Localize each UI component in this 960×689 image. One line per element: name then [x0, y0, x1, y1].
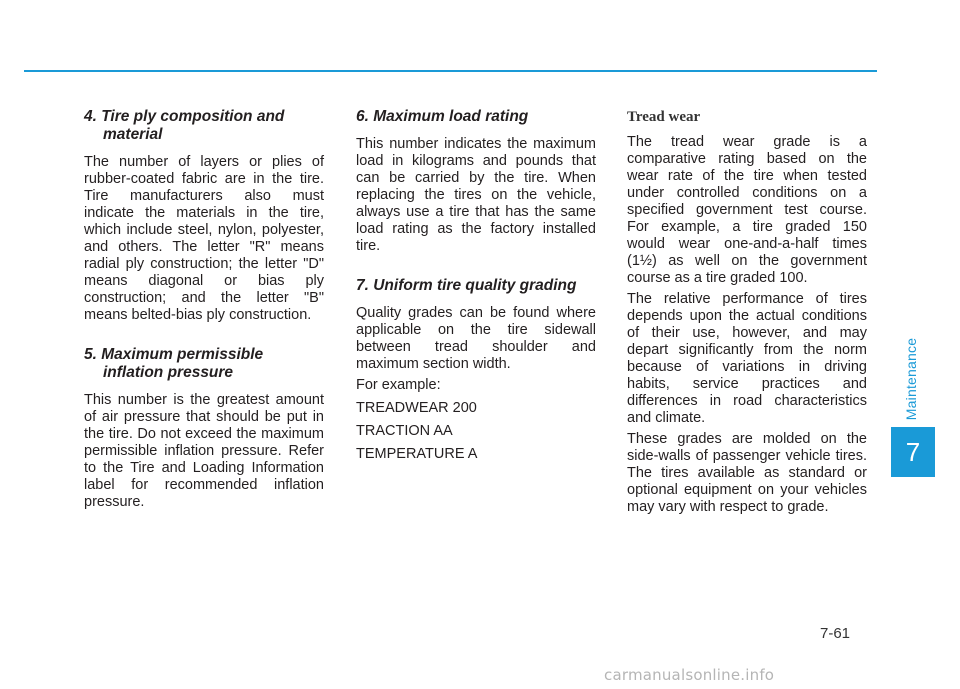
- paragraph-max-inflation: This number is the greatest amount of air pressure that should be put in the tire. Do not exceed the maximum permissible inflation pressure. Refer to the Tire and Loading Information label for recommended inflation pressure.: [84, 392, 324, 510]
- paragraph-tread-wear-2: The relative performance of tires depends upon the actual conditions of their use, however, and may depart significantly from the norm because of variations in driving habits, service practices and differences in road characteristics and climate.: [627, 291, 867, 426]
- for-example-label: For example:: [356, 377, 441, 393]
- watermark: carmanualsonline.info: [604, 666, 775, 684]
- heading-tread-wear: Tread wear: [627, 109, 701, 125]
- section-label-text: Maintenance: [903, 337, 919, 421]
- page-number: 7-61: [820, 625, 851, 642]
- column-1: [84, 108, 324, 515]
- paragraph-tire-ply: The number of layers or plies of rubber-coated fabric are in the tire. Tire manufacturers also must indicate the materials in the tire, which include steel, nylon, polyester, and others. The letter "R" means radial ply construction; the letter "D" means diagonal or bias ply construction; and the letter "B" means belted-bias ply construction.: [84, 154, 324, 323]
- heading-max-inflation: 5. Maximum permissible inflation pressure: [84, 346, 264, 381]
- section-label: [886, 336, 936, 422]
- paragraph-tread-wear-3: These grades are molded on the side-walls of passenger vehicle tires. The tires available as standard or optional equipment on your vehicles may vary with respect to grade.: [627, 431, 867, 515]
- example-temperature: TEMPERATURE A: [356, 446, 478, 462]
- paragraph-tread-wear-1: The tread wear grade is a comparative rating based on the wear rate of the tire when tested under controlled conditions on a specified government test course. For example, a tire graded 150 would wear one-and-a-half times (1½) as well on the government course as a tire graded 100.: [627, 134, 867, 286]
- chapter-tab: 7: [891, 427, 935, 477]
- heading-utqg: 7. Uniform tire quality grading: [356, 277, 577, 294]
- paragraph-max-load: This number indicates the maximum load in kilograms and pounds that can be carried by the tire. When replacing the tires on the vehicle, always use a tire that has the same load rating as the factory installed tire.: [356, 136, 596, 254]
- heading-tire-ply: 4. Tire ply composition and material: [84, 108, 285, 143]
- heading-max-load: 6. Maximum load rating: [356, 108, 529, 125]
- header-rule: [24, 70, 877, 72]
- paragraph-utqg: Quality grades can be found where applicable on the tire sidewall between tread shoulder and maximum section width.: [356, 305, 596, 372]
- column-2: [356, 108, 596, 469]
- column-3: [627, 108, 867, 520]
- example-treadwear: TREADWEAR 200: [356, 400, 477, 416]
- example-traction: TRACTION AA: [356, 423, 453, 439]
